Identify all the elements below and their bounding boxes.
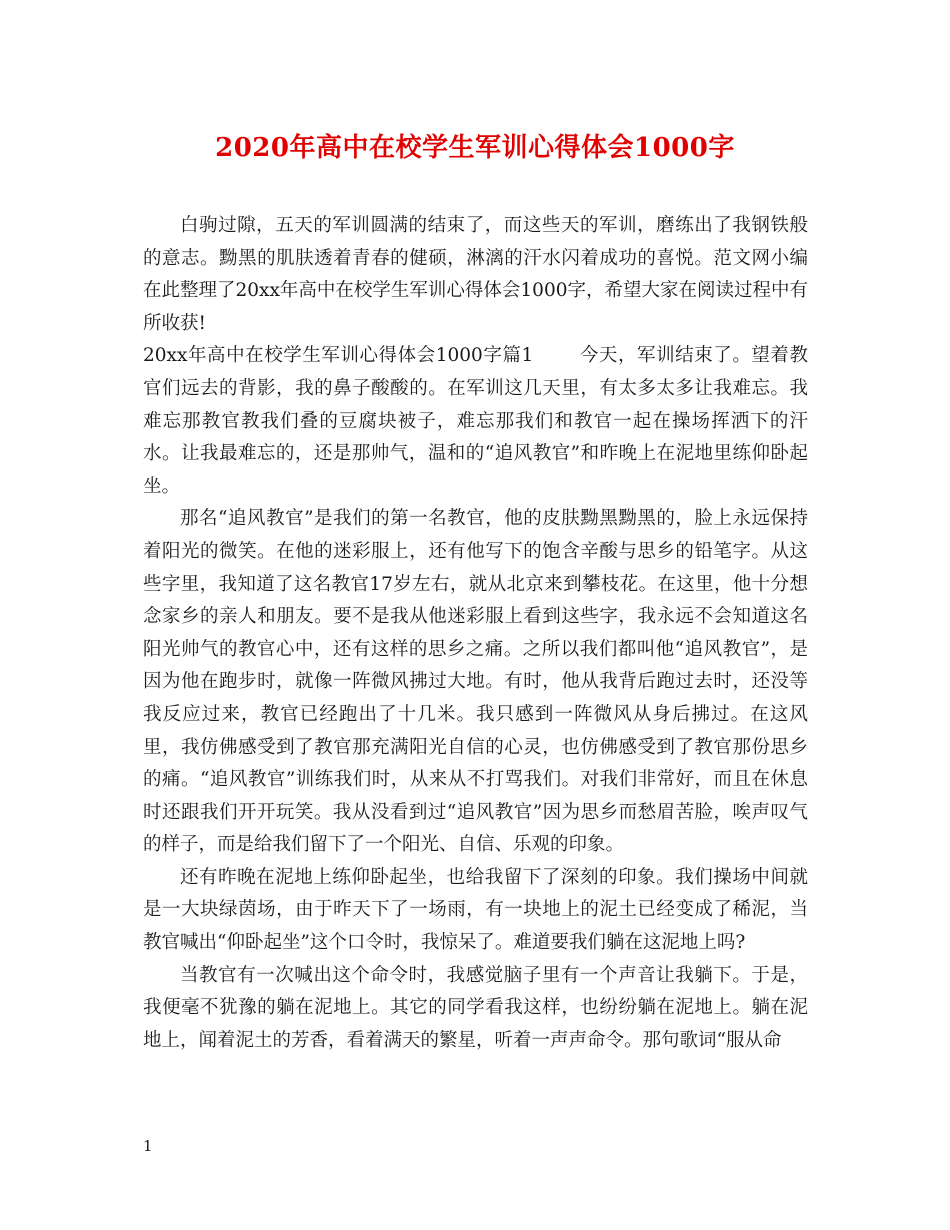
paragraph-4: 当教官有一次喊出这个命令时，我感觉脑子里有一个声音让我躺下。于是，我便毫不犹豫的躺在泥地上。其它的同学看我这样，也纷纷躺在泥地上。躺在泥地上，闻着泥土的芳香，看着满天的繁星，听着一声声命令。那句歌词“服从命 [143, 964, 808, 1051]
document-title: 2020年高中在校学生军训心得体会1000字 [215, 133, 735, 163]
section-1-paragraph [143, 340, 808, 503]
paragraph-2: 那名“追风教官”是我们的第一名教官，他的皮肤黝黑黝黑的，脸上永远保持着阳光的微笑。在他的迷彩服上，还有他写下的饱含辛酸与思乡的铅笔字。从这些字里，我知道了这名教官17岁左右，就从北京来到攀枝花。在这里，他十分想念家乡的亲人和朋友。要不是我从他迷彩服上看到这些字，我永远不会知道这名阳光帅气的教官心中，还有这样的思乡之痛。之所以我们都叫他“追风教官”，是因为他在跑步时，就像一阵微风拂过大地。有时，他从我背后跑过去时，还没等我反应过来，教官已经跑出了十几米。我只感到一阵微风从身后拂过。在这风里，我仿佛感受到了教官那充满阳光自信的心灵，也仿佛感受到了教官那份思乡的痛。“追风教官”训练我们时，从来从不打骂我们。对我们非常好，而且在休息时还跟我们开开玩笑。我从没看到过“追风教官”因为思乡而愁眉苦脸，唉声叹气的样子，而是给我们留下了一个阳光、自信、乐观的印象。 [143, 508, 808, 856]
section-1-text: 今天，军训结束了。望着教官们远去的背影，我的鼻子酸酸的。在军训这几天里，有太多太多让我难忘。我难忘那教官教我们叠的豆腐块被子，难忘那我们和教官一起在操场挥洒下的汗水。让我最难忘的，还是那帅气，温和的“追风教官”和昨晚上在泥地里练仰卧起坐。 [143, 345, 808, 497]
paragraph-3: 还有昨晚在泥地上练仰卧起坐，也给我留下了深刻的印象。我们操场中间就是一大块绿茵场，由于昨天下了一场雨，有一块地上的泥土已经变成了稀泥，当教官喊出“仰卧起坐”这个口令时，我惊呆了。难道要我们躺在这泥地上吗? [143, 866, 808, 954]
intro-paragraph: 白驹过隙，五天的军训圆满的结束了，而这些天的军训，磨练出了我钢铁般的意志。黝黑的肌肤透着青春的健硕，淋漓的汗水闪着成功的喜悦。范文网小编在此整理了20xx年高中在校学生军训心得体会1000字，希望大家在阅读过程中有所收获! [143, 215, 808, 334]
section-1-heading: 20xx年高中在校学生军训心得体会1000字篇1 [143, 345, 534, 367]
document-body [143, 210, 808, 1057]
page-number: 1 [143, 1137, 153, 1155]
